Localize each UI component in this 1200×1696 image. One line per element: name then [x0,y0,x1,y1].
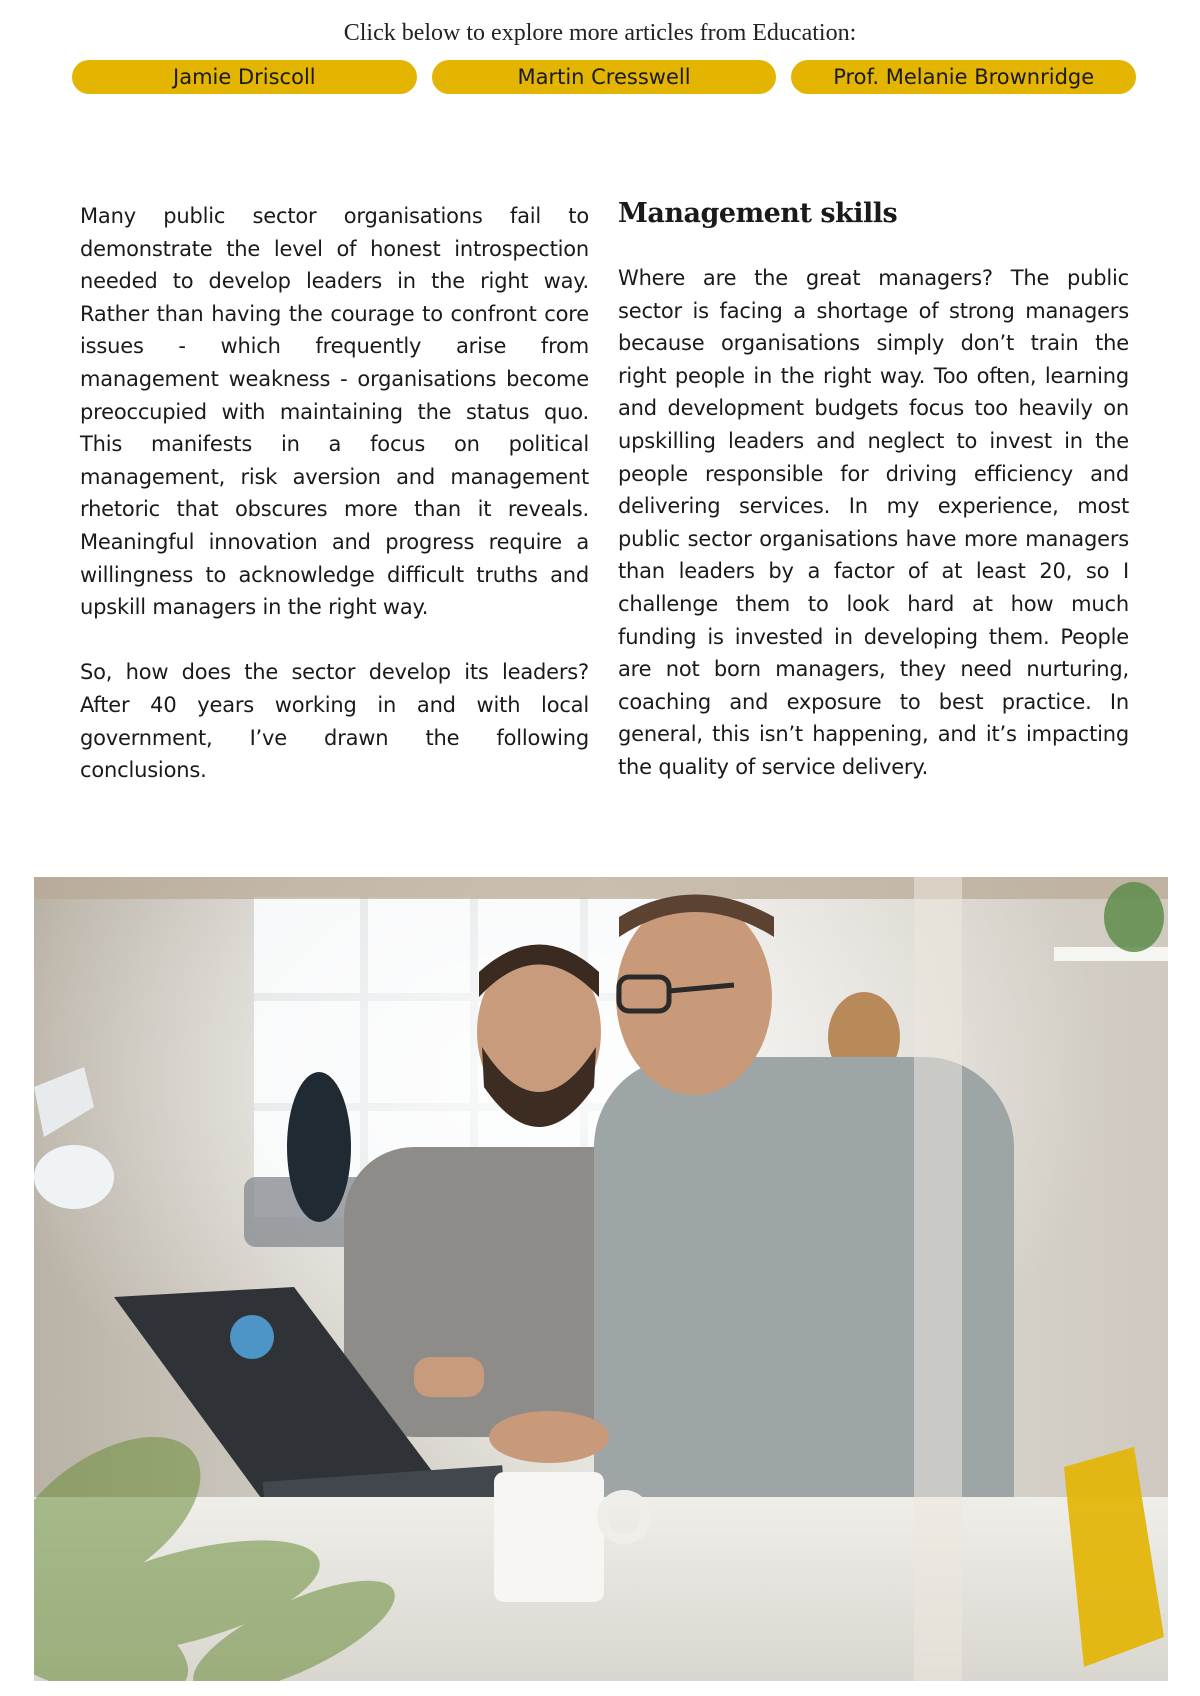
office-photo [34,877,1168,1681]
author-links [72,60,1136,94]
author-link-martin-cresswell[interactable]: Martin Cresswell [432,60,777,94]
body-paragraph: Where are the great managers? The public sector is facing a shortage of strong managers because organisations simply don’t train the right people in the right way. Too often, learning and development budgets focus too heavily on upskilling leaders and neglect to invest in the people responsible for driving efficiency and delivering services. In my experience, most public sector organisations have more managers than leaders by a factor of at least 20, so I challenge them to look hard at how much funding is invested in developing them. People are not born managers, they need nurturing, coaching and exposure to best practice. In general, this isn’t happening, and it’s impacting the quality of service delivery. [618,266,1129,779]
left-column [80,200,589,787]
author-link-melanie-brownridge[interactable]: Prof. Melanie Brownridge [791,60,1136,94]
office-photo-illustration [34,877,1168,1681]
more-articles-heading: Click below to explore more articles from Education: [343,20,857,46]
section-heading: Management skills [618,198,898,229]
body-paragraph: Many public sector organisations fail to demonstrate the level of honest introspection needed to develop leaders in the right way. Rather than having the courage to confront core issues - which frequently arise from management weakness - organisations become preoccupied with maintaining the status quo. This manifests in a focus on political management, risk aversion and management rhetoric that obscures more than it reveals. Meaningful innovation and progress require a willingness to acknowledge difficult truths and upskill managers in the right way. [80,204,589,620]
right-column [618,196,1129,784]
author-link-jamie-driscoll[interactable]: Jamie Driscoll [72,60,417,94]
body-paragraph: So, how does the sector develop its leaders? After 40 years working in and with local government, I’ve drawn the following conclusions. [80,660,589,783]
